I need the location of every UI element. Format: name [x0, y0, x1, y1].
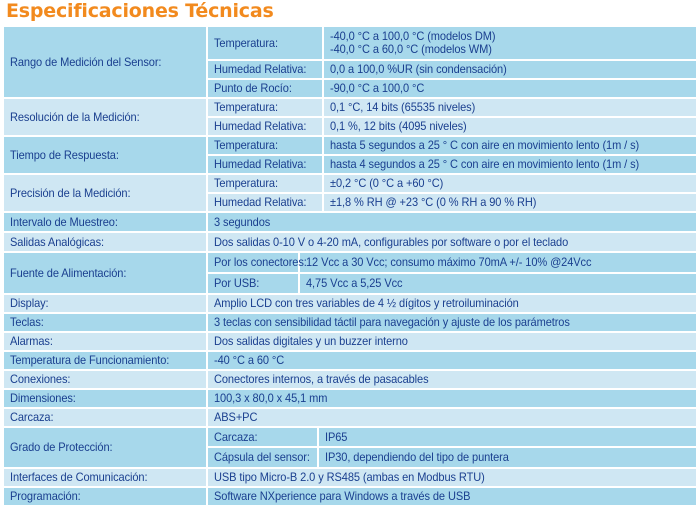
spec-label: Tiempo de Respuesta: — [4, 137, 208, 173]
spec-value: 100,3 x 80,0 x 45,1 mm — [214, 391, 328, 405]
sub-label: Cápsula del sensor: — [208, 448, 319, 467]
spec-value: 3 segundos — [214, 214, 271, 229]
spec-value: Dos salidas 0-10 V o 4-20 mA, configurables por software o por el teclado — [214, 234, 569, 249]
spec-label: Display: — [4, 295, 208, 312]
specifications-table — [4, 27, 696, 507]
sub-label: Humedad Relativa: — [208, 61, 324, 78]
sub-label: Temperatura: — [208, 175, 324, 192]
spec-label: Dimensiones: — [4, 390, 208, 407]
spec-row-display — [4, 295, 696, 314]
spec-label: Salidas Analógicas: — [4, 233, 208, 251]
spec-row-analog-outputs — [4, 233, 696, 253]
spec-value: hasta 4 segundos a 25 ° C con aire en movimiento lento (1m / s) — [330, 157, 640, 171]
spec-label: Teclas: — [4, 314, 208, 331]
spec-row-sampling-interval — [4, 213, 696, 233]
spec-value: Dos salidas digitales y un buzzer interno — [214, 334, 408, 348]
spec-row-measurement-range — [4, 27, 696, 99]
spec-value: -90,0 °C a 100,0 °C — [330, 81, 425, 95]
spec-row-dimensions — [4, 390, 696, 409]
spec-label: Rango de Medición del Sensor: — [4, 27, 208, 97]
spec-value: 0,1 °C, 14 bits (65535 niveles) — [330, 100, 476, 114]
spec-row-accuracy — [4, 175, 696, 213]
spec-value: 4,75 Vcc a 5,25 Vcc — [306, 276, 403, 290]
spec-value: ABS+PC — [214, 410, 258, 424]
spec-value: 12 Vcc a 30 Vcc; consumo máximo 70mA +/- 10% @24Vcc — [306, 255, 592, 269]
spec-row-power-supply — [4, 253, 696, 295]
spec-value: IP65 — [325, 429, 348, 444]
spec-row-resolution — [4, 99, 696, 137]
spec-row-response-time — [4, 137, 696, 175]
spec-label: Conexiones: — [4, 371, 208, 388]
spec-value: ±0,2 °C (0 °C a +60 °C) — [330, 176, 444, 190]
spec-label: Resolución de la Medición: — [4, 99, 208, 135]
spec-value: 3 teclas con sensibilidad táctil para navegación y ajuste de los parámetros — [214, 315, 570, 329]
spec-label: Programación: — [4, 488, 208, 505]
sub-label: Punto de Rocío: — [208, 80, 324, 97]
spec-label: Grado de Protección: — [4, 428, 208, 467]
spec-label: Alarmas: — [4, 333, 208, 350]
spec-value: 0,1 %, 12 bits (4095 niveles) — [330, 119, 467, 133]
spec-value: USB tipo Micro-B 2.0 y RS485 (ambas en Modbus RTU) — [214, 470, 485, 484]
spec-row-alarms — [4, 333, 696, 352]
spec-value: 0,0 a 100,0 %UR (sin condensación) — [330, 62, 507, 76]
spec-value: IP30, dependiendo del tipo de puntera — [325, 450, 509, 464]
sub-label: Por los conectores: — [208, 253, 300, 272]
spec-row-connections — [4, 371, 696, 390]
spec-label: Precisión de la Medición: — [4, 175, 208, 211]
spec-row-operating-temperature — [4, 352, 696, 371]
spec-row-keys — [4, 314, 696, 333]
spec-label: Intervalo de Muestreo: — [4, 213, 208, 231]
sub-label: Temperatura: — [208, 27, 324, 59]
sub-label: Humedad Relativa: — [208, 194, 324, 211]
spec-value: -40 °C a 60 °C — [214, 353, 285, 367]
sub-label: Humedad Relativa: — [208, 118, 324, 135]
spec-label: Interfaces de Comunicación: — [4, 469, 208, 486]
spec-row-communication-interfaces — [4, 469, 696, 488]
spec-row-housing — [4, 409, 696, 428]
spec-value: -40,0 °C a 100,0 °C (modelos DM) -40,0 °C a 60,0 °C (modelos WM) — [330, 29, 496, 56]
sub-label: Temperatura: — [208, 99, 324, 116]
spec-value: Software NXperience para Windows a través de USB — [214, 489, 471, 503]
sub-label: Carcaza: — [208, 428, 319, 446]
sub-label: Temperatura: — [208, 137, 324, 154]
spec-value: ±1,8 % RH @ +23 °C (0 % RH a 90 % RH) — [330, 195, 537, 209]
sub-label: Por USB: — [208, 274, 300, 293]
spec-row-programming — [4, 488, 696, 507]
spec-row-protection-rating — [4, 428, 696, 469]
spec-value: Amplio LCD con tres variables de 4 ½ dígitos y retroiluminación — [214, 296, 519, 310]
spec-value: hasta 5 segundos a 25 ° C con aire en movimiento lento (1m / s) — [330, 138, 640, 152]
page-title: Especificaciones Técnicas — [6, 0, 274, 22]
sub-label: Humedad Relativa: — [208, 156, 324, 173]
spec-label: Fuente de Alimentación: — [4, 253, 208, 293]
spec-value: Conectores internos, a través de pasacables — [214, 372, 429, 386]
spec-label: Temperatura de Funcionamiento: — [4, 352, 208, 369]
spec-label: Carcaza: — [4, 409, 208, 426]
